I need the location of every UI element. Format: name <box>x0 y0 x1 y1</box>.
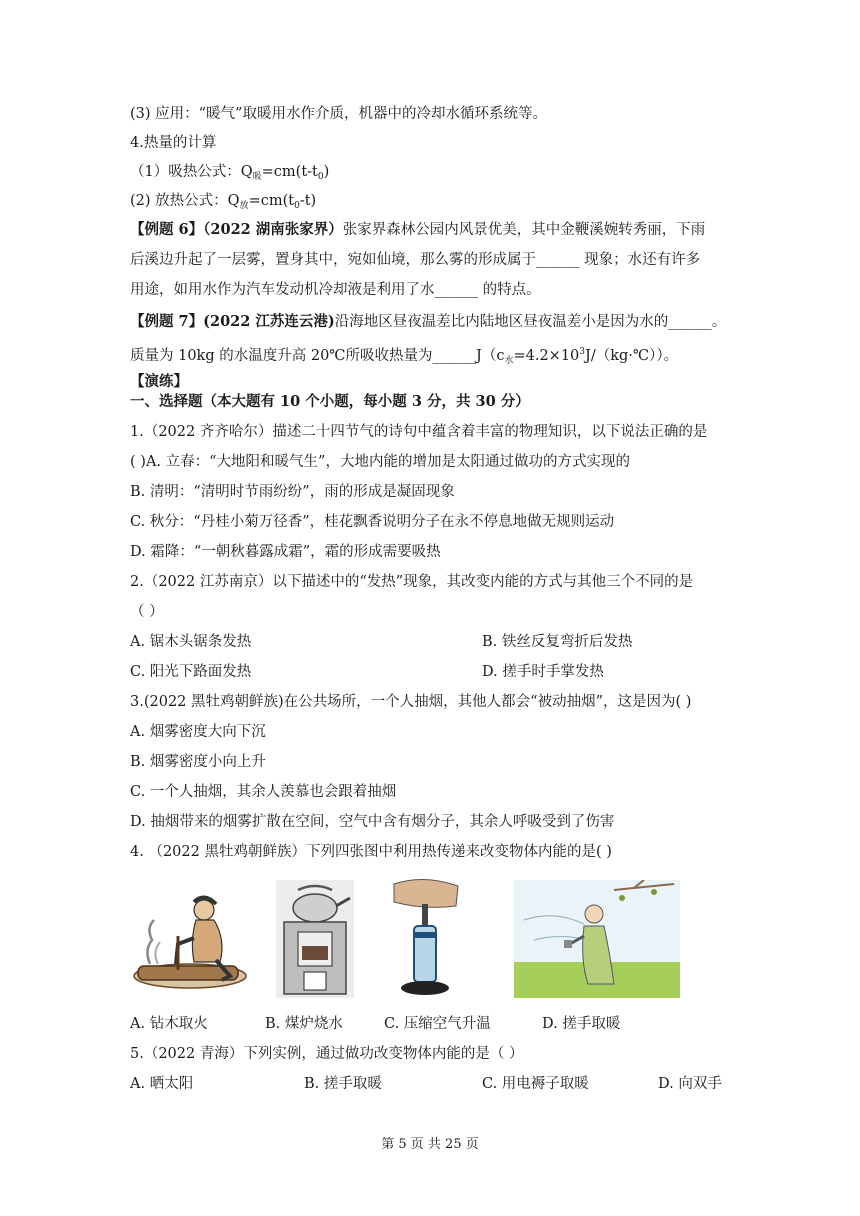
formula-part: =cm(t <box>248 193 295 209</box>
coal-stove-kettle-image <box>276 880 354 998</box>
example-7-text: 沿海地区昼夜温差比内陆地区昼夜温差小是因为水的______。 <box>334 314 727 330</box>
q5-option-b: B. 搓手取暖 <box>304 1076 382 1092</box>
q3-option-c: C. 一个人抽烟，其余人羡慕也会跟着抽烟 <box>130 784 397 800</box>
q2-options-row-2 <box>130 662 730 682</box>
example-6-label: 【例题 6】（2022 湖南张家界） <box>130 221 343 238</box>
q1-stem: 1.（2022 齐齐哈尔）描述二十四节气的诗句中蕴含着丰富的物理知识，以下说法正确的是 <box>130 424 708 440</box>
q3-stem: 3.(2022 黑牡鸡朝鲜族)在公共场所，一个人抽烟，其他人都会“被动抽烟”，这是因为( ) <box>130 694 692 710</box>
q2-paren: （ ） <box>130 604 164 620</box>
formula-subscript: 放 <box>239 201 249 211</box>
q5-options <box>130 1074 750 1094</box>
q4-option-d: D. 搓手取暖 <box>542 1016 621 1032</box>
formula-part: (2) 放热公式：Q <box>130 193 240 209</box>
absorb-heat-formula <box>130 162 329 187</box>
example-7-text: =4.2×10 <box>513 348 580 364</box>
heading-heat-calculation: 4.热量的计算 <box>130 135 217 151</box>
example-7-text: 质量为 10kg 的水温度升高 20℃所吸收热量为______J（c <box>130 348 505 364</box>
q5-option-c: C. 用电褥子取暖 <box>482 1076 589 1092</box>
example-6-line-3: 用途，如用水作为汽车发动机冷却液是利用了水______ 的特点。 <box>130 282 541 298</box>
q2-option-b: B. 铁丝反复弯折后发热 <box>482 634 633 650</box>
q3-option-d: D. 抽烟带来的烟雾扩散在空间，空气中含有烟分子，其余人呼吸受到了伤害 <box>130 814 615 830</box>
q2-option-c: C. 阳光下路面发热 <box>130 664 252 680</box>
q5-stem: 5.（2022 青海）下列实例，通过做功改变物体内能的是（ ） <box>130 1046 524 1062</box>
formula-part: （1）吸热公式：Q <box>130 164 253 180</box>
q4-option-c: C. 压缩空气升温 <box>384 1016 491 1032</box>
q4-options <box>130 1014 770 1034</box>
formula-part: ) <box>323 164 330 180</box>
q1-option-d: D. 霜降：“一朝秋暮露成霜”，霜的形成需要吸热 <box>130 544 441 560</box>
example-6-text: 张家界森林公园内风景优美，其中金鞭溪婉转秀丽，下雨 <box>342 222 706 238</box>
q2-stem <box>130 572 693 592</box>
q3-option-a: A. 烟雾密度大向下沉 <box>130 724 266 740</box>
q1-option-a: A. 立春：“大地阳和暖气生”，大地内能的增加是太阳通过做功的方式实现的 <box>145 454 630 470</box>
example-7-text: J/（kg·℃））。 <box>585 348 679 364</box>
formula-subscript: 0 <box>294 201 300 211</box>
example-7-line-2 <box>130 342 678 371</box>
q2-options-row-1 <box>130 632 730 652</box>
q1-option-a-line <box>130 452 630 472</box>
drilling-wood-fire-image <box>130 880 250 998</box>
q4-option-a: A. 钻木取火 <box>130 1016 208 1032</box>
subscript: 水 <box>504 356 514 366</box>
q3-option-b: B. 烟雾密度小向上升 <box>130 754 266 770</box>
rubbing-hands-warm-image <box>514 880 680 998</box>
example-7-line-1 <box>130 312 726 332</box>
formula-subscript: 0 <box>317 172 324 182</box>
page-number: 第 5 页 共 25 页 <box>381 1137 479 1152</box>
q2-option-a: A. 锯木头锯条发热 <box>130 634 252 650</box>
practice-heading: 【演练】 <box>130 373 188 390</box>
q4-option-b: B. 煤炉烧水 <box>265 1016 343 1032</box>
q1-option-c: C. 秋分：“丹桂小菊万径香”，桂花飘香说明分子在永不停息地做无规则运动 <box>130 514 615 530</box>
example-6-line-1 <box>130 220 705 240</box>
formula-subscript: 吸 <box>252 172 262 182</box>
q2-option-d: D. 搓手时手掌发热 <box>482 664 604 680</box>
compress-air-pump-image <box>384 876 466 1000</box>
release-heat-formula <box>130 191 316 216</box>
formula-part: -t) <box>299 193 317 209</box>
q1-option-b: B. 清明：“清明时节雨纷纷”，雨的形成是凝固现象 <box>130 484 455 500</box>
example-7-label: 【例题 7】(2022 江苏连云港) <box>130 313 335 330</box>
q5-option-a: A. 晒太阳 <box>130 1076 194 1092</box>
q2-stem-text: 2.（2022 江苏南京）以下描述中的“发热”现象，其改变内能的方式与其他三个不同的是 <box>130 574 694 590</box>
section-heading: 一、选择题（本大题有 10 个小题，每小题 3 分，共 30 分） <box>130 393 530 410</box>
example-6-line-2: 后溪边升起了一层雾，置身其中，宛如仙境，那么雾的形成属于______ 现象；水还有许多 <box>130 252 701 268</box>
superscript: 3 <box>579 347 586 357</box>
q4-stem: 4. （2022 黑牡鸡朝鲜族）下列四张图中利用热传递来改变物体内能的是( ) <box>130 844 612 860</box>
q5-option-d: D. 向双手 <box>658 1076 722 1092</box>
formula-part: =cm(t-t <box>261 164 318 180</box>
answer-paren: ( ) <box>130 454 146 470</box>
text-line-application: (3) 应用：“暖气”取暖用水作介质，机器中的冷却水循环系统等。 <box>130 106 547 122</box>
